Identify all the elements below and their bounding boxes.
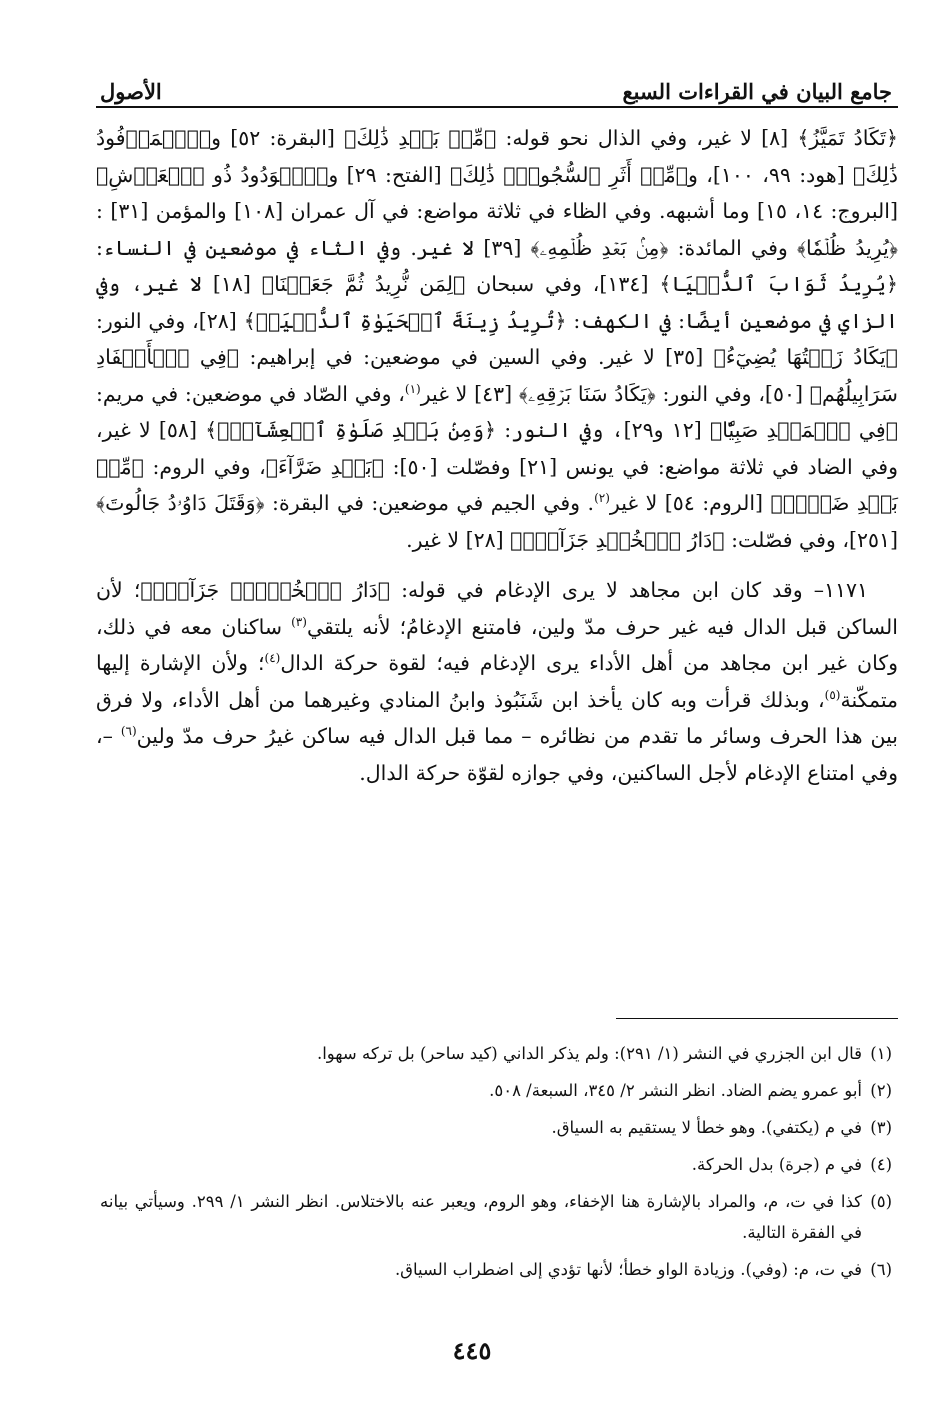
header-rule	[96, 106, 898, 108]
footnote-item	[100, 1112, 892, 1143]
section-title: الأصول	[100, 79, 162, 104]
footnote-text: في ت، م: (وفي). وزيادة الواو خطأ؛ لأنها تؤدي إلى اضطراب السياق.	[394, 1260, 862, 1279]
footnote-item	[100, 1254, 892, 1285]
footnote-ref-3: (٣)	[291, 614, 307, 629]
footnote-text: قال ابن الجزري في النشر (١/ ٢٩١): ولم يذكر الداني (كيد ساحر) بل تركه سهوا.	[316, 1044, 862, 1063]
footnote-number: (٦)	[870, 1260, 892, 1279]
footnote-text: في م (يكتفي). وهو خطأ لا يستقيم به السياق.	[551, 1118, 862, 1137]
footnote-text: في م (جرة) بدل الحركة.	[691, 1155, 862, 1174]
running-header	[100, 64, 892, 104]
footnotes	[100, 1038, 892, 1291]
footnote-ref-2: (٢)	[594, 491, 610, 506]
footnote-number: (١)	[870, 1044, 892, 1063]
footnote-text: أبو عمرو يضم الضاد. انظر النشر ٢/ ٣٤٥، السبعة/ ٥٠٨.	[489, 1081, 862, 1100]
footnote-item	[100, 1186, 892, 1248]
page-number: ٤٤٥	[452, 1336, 492, 1365]
footnote-ref-5: (٥)	[824, 687, 841, 702]
paragraph-1: ﴿تَكَادُ تَمَيَّزُ﴾ [٨] لا غير، وفي الذال نحو قوله: ﴿مِّنۢ بَعۡدِ ذَٰلِكَ﴾ [البقرة: ٥٢] و﴿ٱلۡمَرۡفُودُ ذَٰلِكَ﴾ [هود: ٩٩، ١٠٠]، و﴿مِّنۡ أَثَرِ ٱلسُّجُودِۚ ذَٰلِكَ﴾ [الفتح: ٢٩] و﴿ٱلۡوَدُودُ ذُو ٱلۡعَرۡشِ﴾ [البروج: ١٤، ١٥] وما أشبهه. وفي الظاء في ثلاثة مواضع: في آل عمران [١٠٨] والمؤمن [٣١] : ﴿يُرِيدُ ظُلۡمٗا﴾ وفي المائدة: ﴿مِنۢ بَعۡدِ ظُلۡمِهِۦ﴾ [٣٩] لا غير. وفي الثاء في موضعين في النساء: ﴿يُرِيدُ ثَوَابَ ٱلدُّنۡيَا﴾ [١٣٤]، وفي سبحان ﴿لِمَن نُّرِيدُ ثُمَّ جَعَلۡنَا﴾ [١٨] لا غير، وفي الزاي في موضعين أيضًا: في الكهف: ﴿تُرِيدُ زِينَةَ ٱلۡحَيَوٰةِ ٱلدُّنۡيَاۖ﴾ [٢٨]، وفي النور: ﴿يَكَادُ زَيۡتُهَا يُضِيٓءُ﴾ [٣٥] لا غير. وفي السين في موضعين: في إبراهيم: ﴿فِي ٱلۡأَصۡفَادِ سَرَابِيلُهُم﴾ [٥٠]، وفي النور: ﴿يَكَادُ سَنَا بَرۡقِهِۦ﴾ [٤٣] لا غير$^{(١)}$، وفي الصّاد في موضعين: في مريم: ﴿فِي ٱلۡمَهۡدِ صَبِيّٗا﴾ [١٢ و٢٩]، وفي النور: ﴿وَمِنۢ بَعۡدِ صَلَوٰةِ ٱلۡعِشَآءِۚ﴾ [٥٨] لا غير، وفي الضاد في ثلاثة مواضع: في يونس [٢١] وفصّلت [٥٠]: ﴿بَعۡدِ ضَرَّآءَ﴾، وفي الروم: ﴿مِّنۢ بَعۡدِ ضَعۡفٖ﴾ [الروم: ٥٤] لا غير$^{(٢)}$. وفي الجيم في موضعين: في البقرة: ﴿وَقَتَلَ دَاوُۥدُ جَالُوتَ﴾ [٢٥١]، وفي فصّلت: ﴿دَارُ ٱلۡخُلۡدِ جَزَآءَۢ﴾ [٢٨] لا غير.	[96, 126, 899, 552]
footnote-number: (٢)	[870, 1081, 892, 1100]
footnote-number: (٣)	[870, 1118, 892, 1137]
footnote-item	[100, 1038, 892, 1069]
paragraph-1171: ١١٧١– وقد كان ابن مجاهد لا يرى الإدغام في قوله: ﴿دَارُ ٱلۡخُلۡدِۖ جَزَآءَۢ﴾؛ لأن الساكن قبل الدال فيه غير حرف مدّ ولين، فامتنع الإدغامُ؛ لأنه يلتقي$^{(٣)}$ ساكنان معه في ذلك، وكان غير ابن مجاهد من أهل الأداء يرى الإدغام فيه؛ لقوة حركة الدال$^{(٤)}$؛ ولأن الإشارة إليها متمكّنة$^{(٥)}$، وبذلك قرأت وبه كان يأخذ ابن شَنَبُوذ وابنُ المنادي وغيرهما من أهل الأداء، ولا فرق بين هذا الحرف وسائر ما تقدم من نظائره – مما قبل الدال فيه ساكن غيرُ حرف مدّ ولين$^{(٦)}$ –، وفي امتناع الإدغام لأجل الساكنين، وفي جوازه لقوّة حركة الدال.	[96, 578, 899, 785]
footnote-ref-1: (١)	[404, 381, 421, 396]
book-title: جامع البيان في القراءات السبع	[622, 79, 892, 104]
footnote-rule	[616, 1018, 898, 1019]
footnote-ref-4: (٤)	[264, 651, 281, 666]
footnote-number: (٥)	[870, 1192, 892, 1211]
footnote-number: (٤)	[870, 1155, 892, 1174]
footnote-ref-6: (٦)	[120, 724, 137, 739]
main-text	[96, 120, 898, 791]
footnote-item	[100, 1075, 892, 1106]
footnote-item	[100, 1149, 892, 1180]
footnote-text: كذا في ت، م، والمراد بالإشارة هنا الإخفاء، وهو الروم، ويعبر عنه بالاختلاس. انظر النشر ١/ ٢٩٩. وسيأتي بيانه في الفقرة التالية.	[100, 1192, 862, 1242]
